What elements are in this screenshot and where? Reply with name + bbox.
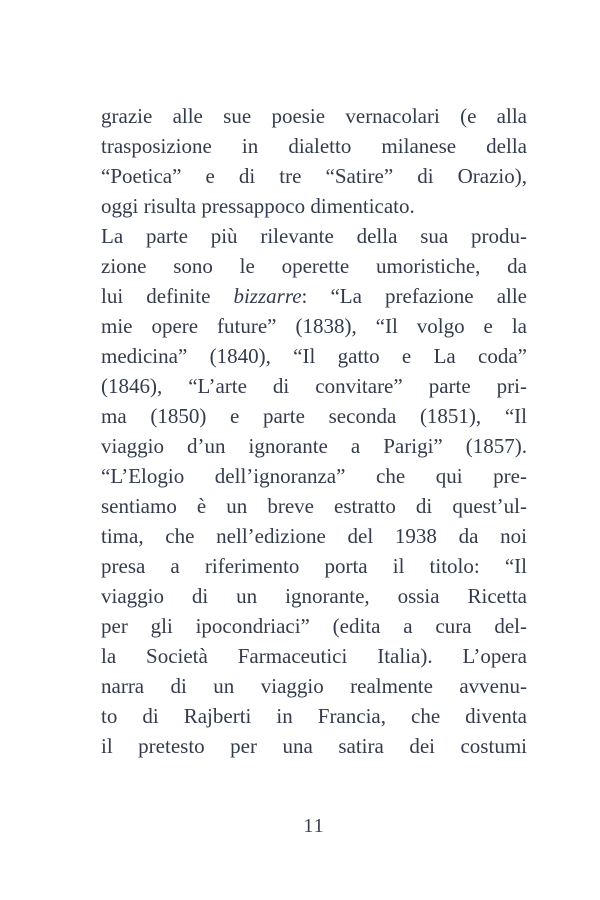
text-line: medicina” (1840), “Il gatto e La coda” (101, 344, 527, 368)
text-segment: : “La prefazione alle (301, 284, 527, 308)
text-line: per gli ipocondriaci” (edita a cura del- (101, 614, 527, 638)
text-line: trasposizione in dialetto milanese della (101, 134, 527, 158)
text-line: to di Rajberti in Francia, che diventa (101, 704, 527, 728)
text-line: La parte più rilevante della sua produ- (101, 224, 527, 248)
text-line-paragraph-end: oggi risulta pressappoco dimenticato. (101, 194, 415, 218)
text-line: tima, che nell’edizione del 1938 da noi (101, 524, 527, 548)
body-text (101, 101, 527, 761)
text-line: il pretesto per una satira dei costumi (101, 734, 527, 758)
text-line: mie opere future” (1838), “Il volgo e la (101, 314, 527, 338)
text-line: ma (1850) e parte seconda (1851), “Il (101, 404, 527, 428)
page-number: 11 (303, 815, 325, 837)
text-line: “L’Elogio dell’ignoranza” che qui pre- (101, 464, 527, 488)
text-line: viaggio di un ignorante, ossia Ricetta (101, 584, 527, 608)
text-line-with-italic (101, 281, 527, 311)
text-line: viaggio d’un ignorante a Parigi” (1857). (101, 434, 527, 458)
text-line: la Società Farmaceutici Italia). L’opera (101, 644, 527, 668)
text-line: grazie alle sue poesie vernacolari (e alla (101, 104, 527, 128)
text-line: “Poetica” e di tre “Satire” di Orazio), (101, 164, 527, 188)
italic-word: bizzarre (233, 284, 302, 308)
text-segment: lui definite (101, 284, 234, 308)
text-line: narra di un viaggio realmente avvenu- (101, 674, 527, 698)
text-line: sentiamo è un breve estratto di quest’ul- (101, 494, 527, 518)
text-line: zione sono le operette umoristiche, da (101, 254, 527, 278)
text-line: (1846), “L’arte di convitare” parte pri- (101, 374, 527, 398)
text-line: presa a riferimento porta il titolo: “Il (101, 554, 527, 578)
